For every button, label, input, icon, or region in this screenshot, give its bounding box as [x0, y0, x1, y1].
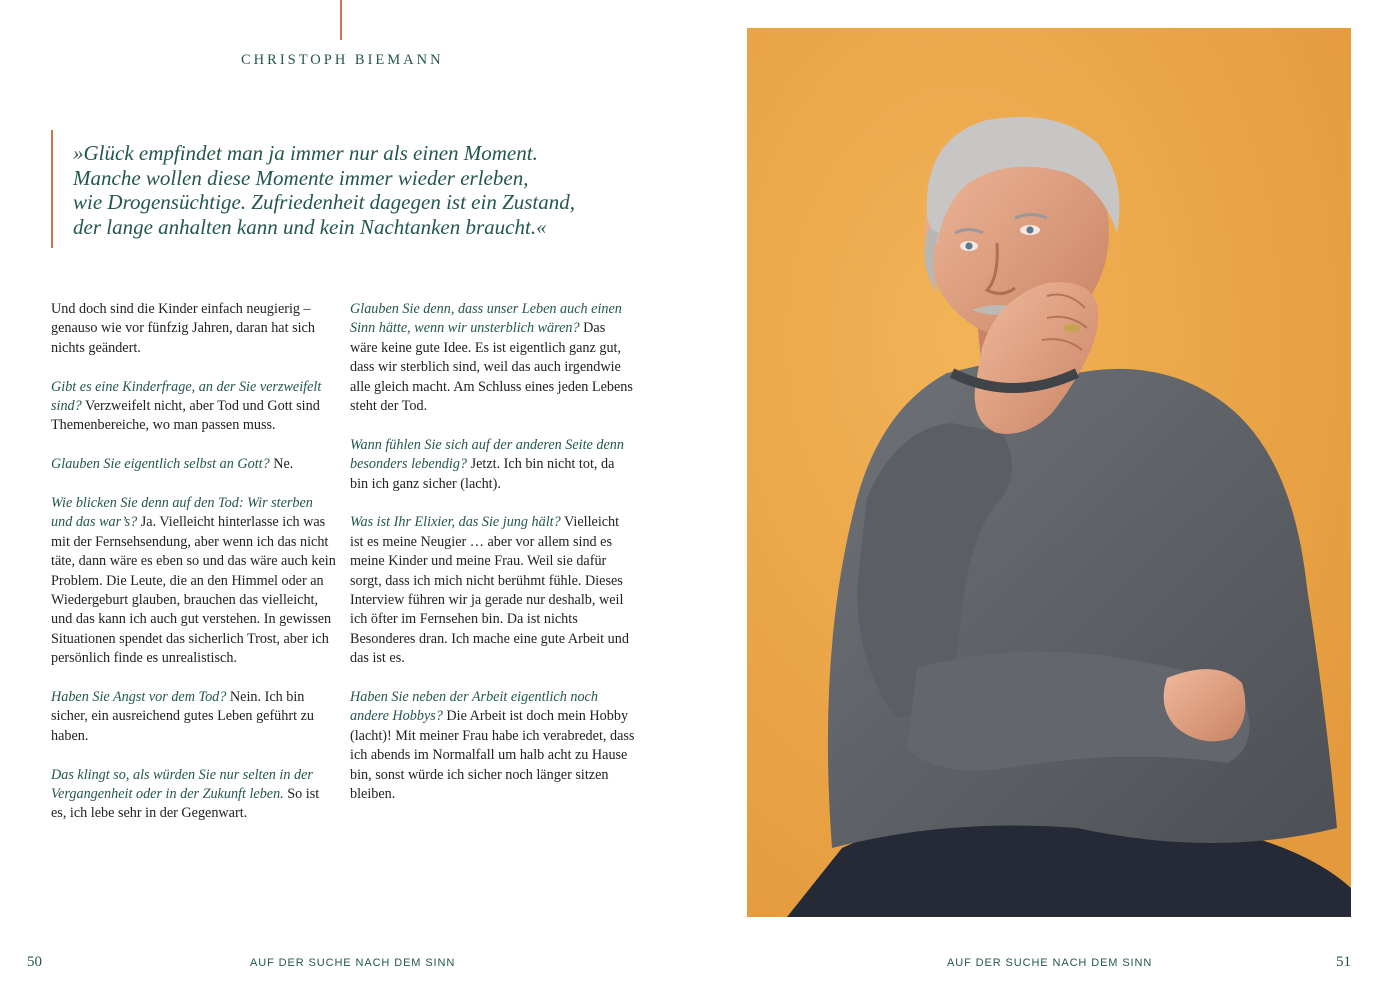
pull-quote-line: Manche wollen diese Momente immer wieder erleben,	[73, 165, 529, 190]
paragraph	[51, 300, 336, 358]
paragraph	[350, 513, 635, 668]
paragraph	[350, 436, 635, 494]
interview-answer: Verzweifelt nicht, aber Tod und Gott sind Themenbereiche, wo man passen muss.	[51, 398, 320, 434]
pull-quote	[73, 141, 633, 239]
interview-answer: Vielleicht ist es meine Neugier … aber vor allem sind es meine Kinder und meine Frau. Weil sie dafür sorgt, dass ich mich nicht berühmt fühle. Dieses Interview führen wir ja gerade nur deshalb, weil ich öfter im Fernsehen bin. Da ist nichts Besonderes dran. Ich mache eine gute Arbeit und das ist es.	[350, 514, 629, 667]
paragraph	[51, 455, 336, 474]
pull-quote-line: »Glück empfindet man ja immer nur als einen Moment.	[73, 141, 538, 165]
paragraph	[51, 494, 336, 669]
interview-question: Glauben Sie eigentlich selbst an Gott?	[51, 456, 270, 473]
quote-bar	[51, 130, 53, 248]
interview-question: Wie blicken Sie denn auf den Tod: Wir sterben und das war’s?	[51, 495, 313, 531]
top-rule-line	[340, 0, 342, 40]
author-name: CHRISTOPH BIEMANN	[241, 52, 444, 68]
body-column-right	[350, 300, 635, 824]
interview-question: Das klingt so, als würden Sie nur selten in der Vergangenheit oder in der Zukunft leben.	[51, 766, 313, 803]
paragraph	[350, 300, 635, 416]
body-column-left	[51, 300, 336, 843]
paragraph	[51, 766, 336, 824]
interview-question: Haben Sie neben der Arbeit eigentlich noch andere Hobbys?	[350, 689, 598, 725]
interview-answer: Nein. Ich bin sicher, ein ausreichend gutes Leben geführt zu haben.	[51, 689, 314, 744]
portrait-photo	[747, 28, 1351, 917]
interview-question: Haben Sie Angst vor dem Tod?	[51, 689, 227, 706]
paragraph	[350, 688, 635, 804]
interview-question: Gibt es eine Kinderfrage, an der Sie verzweifelt sind?	[51, 378, 322, 415]
interview-answer: Die Arbeit ist doch mein Hobby (lacht)! Mit meiner Frau habe ich verabredet, dass ich abends im Normalfall um halb acht zu Hause bin, sonst würde ich sicher noch länger sitzen bleiben.	[350, 708, 635, 803]
interview-answer: Und doch sind die Kinder einfach neugierig – genauso wie vor fünfzig Jahren, daran hat sich nichts geändert.	[51, 301, 315, 356]
running-title-left: AUF DER SUCHE NACH DEM SINN	[250, 957, 456, 969]
page-number-right: 51	[1336, 954, 1351, 970]
pull-quote-line: wie Drogensüchtige. Zufriedenheit dagegen ist ein Zustand,	[73, 190, 576, 214]
paragraph	[51, 688, 336, 746]
running-title-right: AUF DER SUCHE NACH DEM SINN	[947, 957, 1153, 969]
pull-quote-line: der lange anhalten kann und kein Nachtanken braucht.«	[73, 214, 547, 239]
interview-answer: So ist es, ich lebe sehr in der Gegenwart.	[51, 786, 320, 822]
interview-question: Wann fühlen Sie sich auf der anderen Seite denn besonders lebendig?	[350, 436, 624, 473]
interview-answer: Ja. Vielleicht hinterlasse ich was mit der Fernsehsendung, aber wenn ich das nicht täte, dann wäre es eben so und das wäre auch kein Problem. Die Leute, die an den Himmel oder an Wiedergeburt glauben, brauchen das vielleicht, und das kann ich auch gut verstehen. In gewissen Situationen spendet das sicherlich Trost, aber ich persönlich finde es unrealistisch.	[51, 514, 336, 667]
interview-answer: Ne.	[269, 456, 294, 473]
page-number-left: 50	[27, 954, 42, 970]
interview-question: Glauben Sie denn, dass unser Leben auch einen Sinn hätte, wenn wir unsterblich wären?	[350, 301, 622, 337]
interview-answer: Jetzt. Ich bin nicht tot, da bin ich ganz sicher (lacht).	[350, 456, 615, 492]
interview-question: Was ist Ihr Elixier, das Sie jung hält?	[350, 514, 561, 531]
paragraph	[51, 378, 336, 436]
interview-answer: Das wäre keine gute Idee. Es ist eigentlich ganz gut, dass wir sterblich sind, weil das auch irgendwie alle gleich macht. Am Schluss eines jeden Lebens steht der Tod.	[350, 320, 633, 415]
